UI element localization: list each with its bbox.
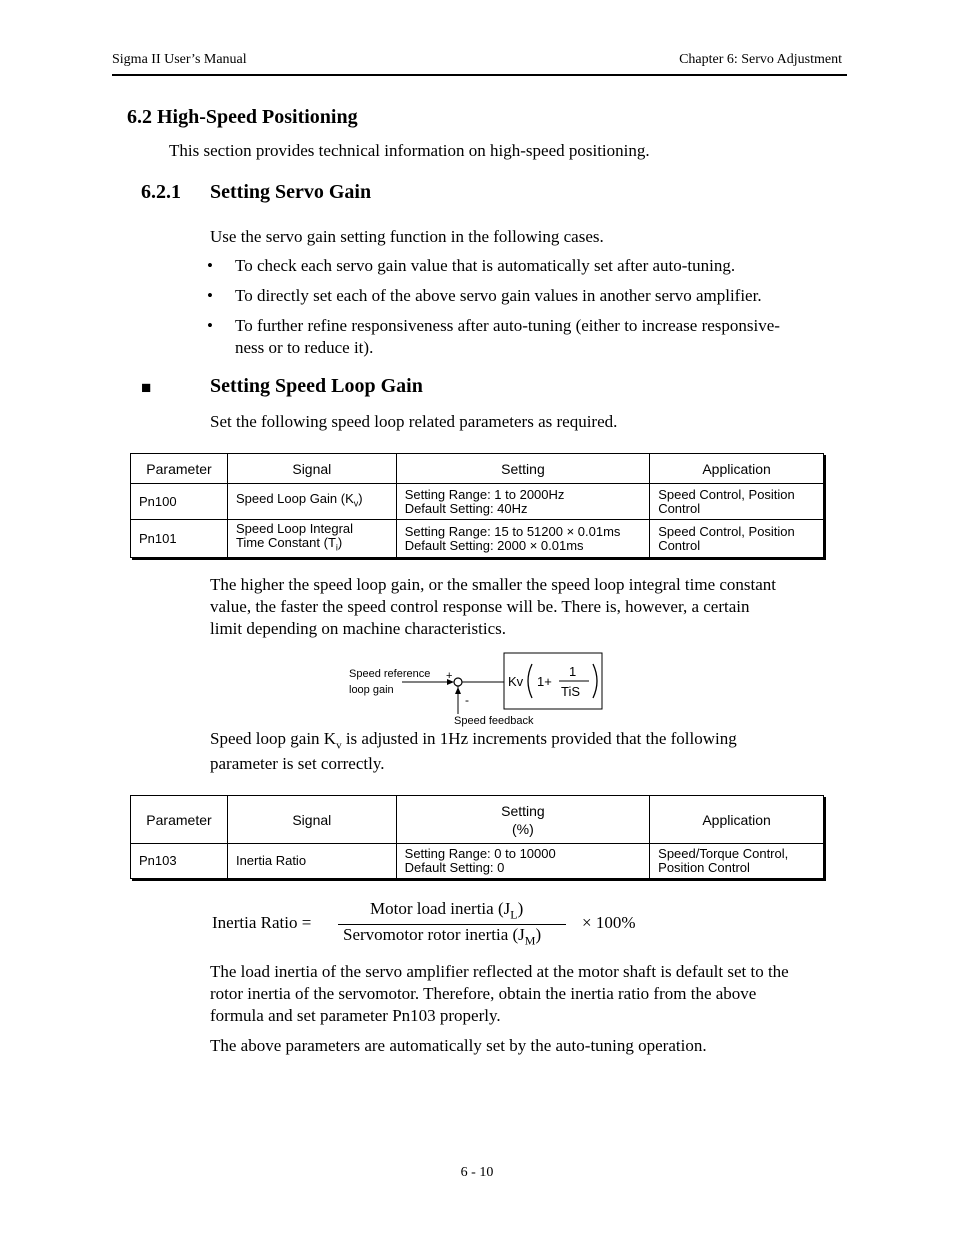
- block-numerator: 1: [569, 664, 577, 679]
- bullet-symbol: •: [207, 286, 213, 305]
- setting-range: Setting Range: 1 to 2000Hz: [404, 486, 565, 502]
- table-header-cell: Parameter: [131, 796, 228, 844]
- table-row: [131, 520, 824, 558]
- table-header-row: [131, 454, 824, 484]
- bullet-symbol: •: [207, 256, 213, 275]
- setting-cell: [396, 844, 650, 879]
- kv-text: Speed loop gain K: [210, 729, 337, 748]
- setting-range: Setting Range: 0 to 10000: [404, 846, 556, 861]
- table-row: [131, 484, 824, 520]
- setting-cell: [396, 520, 650, 558]
- speed-loop-param-table: [130, 453, 824, 558]
- numerator-close: ): [517, 899, 524, 918]
- speed-loop-block-diagram: [340, 648, 620, 730]
- signal-close: ): [358, 491, 363, 507]
- closing-para-line: The load inertia of the servo amplifier reflected at the motor shaft is default set to the: [210, 962, 789, 981]
- bullet-symbol: •: [207, 316, 213, 335]
- param-cell: Pn103: [131, 844, 228, 879]
- diagram-feedback-label: Speed feedback: [454, 715, 534, 727]
- block-denominator: TiS: [561, 684, 581, 699]
- signal-line: Speed Loop Integral: [235, 521, 354, 537]
- setting-range: Setting Range: 15 to 51200 × 0.01ms: [404, 523, 621, 539]
- diagram-minus-sign: -: [465, 693, 469, 707]
- header-chapter-title: Chapter 6: Servo Adjustment: [679, 52, 842, 67]
- kv-subscript: v: [336, 739, 342, 752]
- summing-junction-icon: [454, 678, 462, 686]
- table-header-cell: Parameter: [131, 454, 228, 484]
- signal-subscript: i: [335, 542, 338, 553]
- signal-text: Time Constant (T: [235, 535, 336, 551]
- table-row: [131, 844, 824, 879]
- denominator-close: ): [535, 925, 542, 944]
- header-manual-title: Sigma II User’s Manual: [112, 52, 247, 67]
- formula-numerator: [370, 898, 523, 925]
- numerator-subscript: L: [510, 907, 518, 922]
- header-rule: [112, 74, 847, 76]
- section-title: 6.2 High-Speed Positioning: [127, 106, 358, 128]
- signal-subscript: v: [353, 498, 359, 509]
- denominator-text: Servomotor rotor inertia (J: [343, 925, 525, 944]
- table-header-cell: Application: [650, 796, 824, 844]
- section-intro: This section provides technical information on high-speed positioning.: [169, 141, 650, 160]
- formula-lhs: Inertia Ratio =: [212, 913, 312, 932]
- bullet-item-continued: ness or to reduce it).: [235, 338, 374, 357]
- default-setting: Default Setting: 0: [404, 860, 505, 875]
- bullet-item: To further refine responsiveness after auto-tuning (either to increase responsive-: [235, 316, 780, 335]
- table-header-cell: Setting (%): [396, 796, 650, 844]
- diagram-input-label: loop gain: [349, 684, 394, 696]
- signal-cell: [227, 484, 396, 520]
- speed-loop-para-line: value, the faster the speed control response will be. There is, however, a certain: [210, 597, 750, 616]
- table-header-row: [131, 796, 824, 844]
- subsection-intro: Use the servo gain setting function in the following cases.: [210, 227, 604, 246]
- closing-para-line: formula and set parameter Pn103 properly.: [210, 1006, 501, 1025]
- speed-loop-intro: Set the following speed loop related parameters as required.: [210, 412, 618, 431]
- speed-loop-title: Setting Speed Loop Gain: [210, 375, 423, 397]
- bullet-item: To directly set each of the above servo gain values in another servo amplifier.: [235, 286, 762, 305]
- table-header-cell: Signal: [227, 454, 396, 484]
- signal-close: ): [337, 535, 343, 551]
- diagram-plus-sign: +: [446, 670, 453, 682]
- signal-cell: Inertia Ratio: [227, 844, 396, 879]
- speed-loop-para-line: limit depending on machine characteristics.: [210, 619, 506, 638]
- signal-text: Speed Loop Gain (K: [235, 491, 354, 507]
- formula-multiplier: × 100%: [582, 913, 636, 932]
- diagram-input-label: Speed reference: [349, 668, 431, 680]
- closing-para-line: rotor inertia of the servomotor. Therefore, obtain the inertia ratio from the above: [210, 984, 757, 1003]
- denominator-subscript: M: [524, 933, 536, 948]
- kv-text-rest: is adjusted in 1Hz increments provided that the following: [341, 729, 737, 748]
- square-bullet-icon: ■: [141, 378, 152, 397]
- bullet-item: To check each servo gain value that is automatically set after auto-tuning.: [235, 256, 736, 275]
- application-cell: Speed Control, Position Control: [650, 520, 824, 558]
- page-number: 6 - 10: [460, 1165, 494, 1180]
- application-cell: Speed Control, Position Control: [650, 484, 824, 520]
- numerator-text: Motor load inertia (J: [370, 899, 511, 918]
- param-cell: Pn100: [131, 484, 228, 520]
- block-kv: Kv: [508, 674, 524, 689]
- closing-para-2: The above parameters are automatically set by the auto-tuning operation.: [210, 1036, 707, 1055]
- param-cell: Pn101: [131, 520, 228, 558]
- diagram-arrow-icon: [455, 687, 461, 694]
- subsection-title: Setting Servo Gain: [210, 181, 372, 203]
- setting-cell: [396, 484, 650, 520]
- table-header-cell: Application: [650, 454, 824, 484]
- application-cell: Speed/Torque Control, Position Control: [650, 844, 824, 879]
- subsection-number: 6.2.1: [141, 181, 181, 203]
- table-header-cell: Setting: [396, 454, 650, 484]
- formula-denominator: [343, 924, 541, 951]
- inertia-param-table: [130, 795, 824, 879]
- speed-loop-para-line: The higher the speed loop gain, or the smaller the speed loop integral time constant: [210, 575, 777, 594]
- block-one-plus: 1+: [537, 674, 552, 689]
- default-setting: Default Setting: 40Hz: [404, 500, 528, 516]
- signal-cell: [227, 520, 396, 558]
- kv-sentence-line2: parameter is set correctly.: [210, 754, 385, 773]
- table-header-cell: Signal: [227, 796, 396, 844]
- default-setting: Default Setting: 2000 × 0.01ms: [404, 537, 584, 553]
